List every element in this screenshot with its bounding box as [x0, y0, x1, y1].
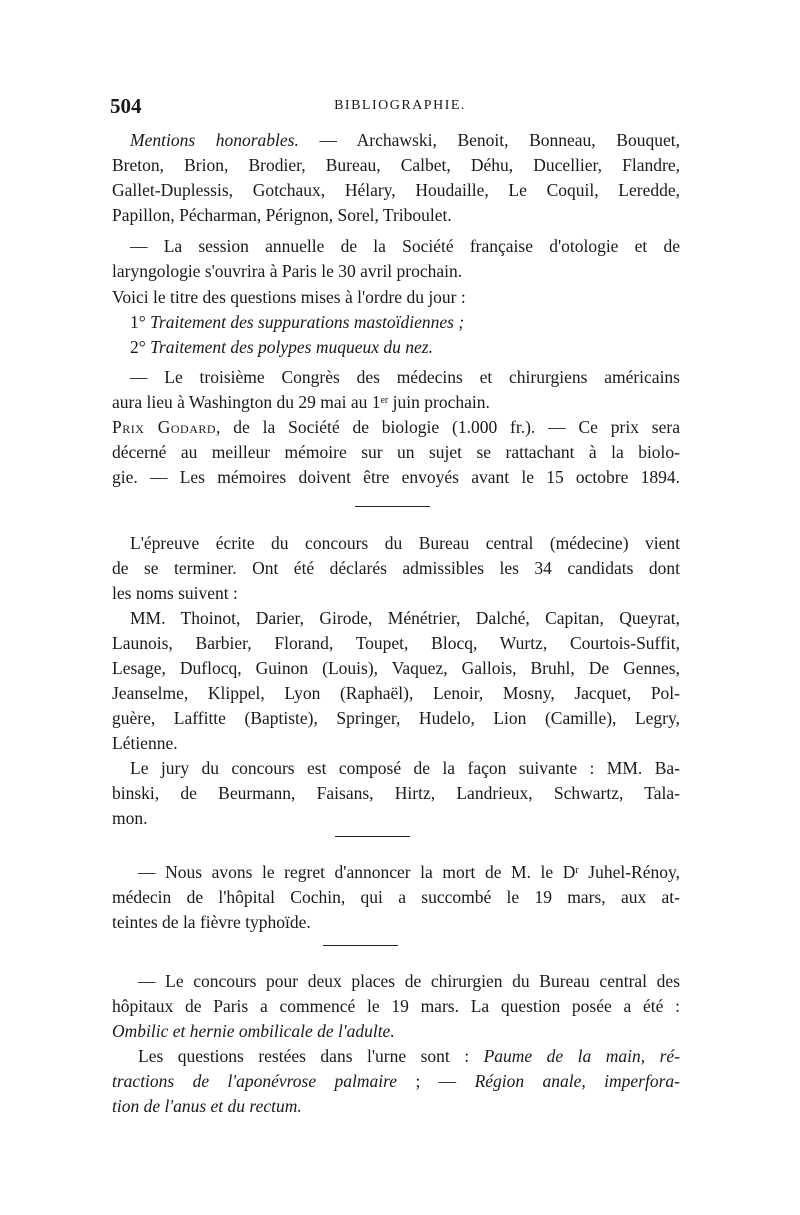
text-line: Gallet-Duplessis, Gotchaux, Hélary, Houdaille, Le Coquil, Leredde,	[112, 180, 680, 200]
text-line: binski, de Beurmann, Faisans, Hirtz, Landrieux, Schwartz, Tala-	[112, 783, 680, 803]
text-line: Les questions restées dans l'urne sont : Paume de la main, ré-	[138, 1046, 680, 1066]
text-line: tractions de l'aponévrose palmaire ; — Région anale, imperfora-	[112, 1071, 680, 1091]
text-line: aura lieu à Washington du 29 mai au 1er juin prochain.	[112, 392, 490, 412]
text-line: Mentions honorables. — Archawski, Benoit, Bonneau, Bouquet,	[130, 130, 680, 150]
text-line: Létienne.	[112, 733, 178, 753]
prix-label: Prix Godard	[112, 417, 217, 437]
text-line: décerné au meilleur mémoire sur un sujet se rattachant à la biolo-	[112, 442, 680, 462]
section-divider	[335, 836, 410, 837]
page-number: 504	[110, 94, 142, 118]
section-divider	[323, 945, 398, 946]
text-line: les noms suivent :	[112, 583, 238, 603]
text-line: médecin de l'hôpital Cochin, qui a succombé le 19 mars, aux at-	[112, 887, 680, 907]
running-title: BIBLIOGRAPHIE.	[334, 98, 466, 113]
list-item: 1° Traitement des suppurations mastoïdiennes ;	[130, 312, 465, 332]
text-line: de se terminer. Ont été déclarés admissibles les 34 candidats dont	[112, 558, 680, 578]
list-item: 2° Traitement des polypes muqueux du nez.	[130, 337, 433, 357]
text-line: teintes de la fièvre typhoïde.	[112, 912, 311, 932]
text-line: mon.	[112, 808, 148, 828]
text-line: Ombilic et hernie ombilicale de l'adulte.	[112, 1021, 395, 1041]
text-line: hôpitaux de Paris a commencé le 19 mars. La question posée a été :	[112, 996, 680, 1016]
text-line: Prix Godard, de la Société de biologie (1.000 fr.). — Ce prix sera	[112, 417, 680, 437]
text-line: guère, Laffitte (Baptiste), Springer, Hudelo, Lion (Camille), Legry,	[112, 708, 680, 728]
text-line: — Le concours pour deux places de chirurgien du Bureau central des	[138, 971, 680, 991]
text-line: MM. Thoinot, Darier, Girode, Ménétrier, Dalché, Capitan, Queyrat,	[130, 608, 680, 628]
text-line: Breton, Brion, Brodier, Bureau, Calbet, Déhu, Ducellier, Flandre,	[112, 155, 680, 175]
text-line: gie. — Les mémoires doivent être envoyés avant le 15 octobre 1894.	[112, 467, 680, 487]
text-line: laryngologie s'ouvrira à Paris le 30 avril prochain.	[112, 261, 463, 281]
text-line: tion de l'anus et du rectum.	[112, 1096, 302, 1116]
section-divider	[355, 506, 430, 507]
text-line: Voici le titre des questions mises à l'ordre du jour :	[112, 287, 466, 307]
page-header	[110, 94, 690, 124]
text-line: L'épreuve écrite du concours du Bureau central (médecine) vient	[130, 533, 680, 553]
text-line: Launois, Barbier, Florand, Toupet, Blocq, Wurtz, Courtois-Suffit,	[112, 633, 680, 653]
text-line: — Nous avons le regret d'annoncer la mort de M. le $D^r$ Juhel-Rénoy,	[138, 862, 680, 882]
text-line: Papillon, Pécharman, Pérignon, Sorel, Triboulet.	[112, 205, 452, 225]
text-line: — Le troisième Congrès des médecins et chirurgiens américains	[130, 367, 680, 387]
text-line: Le jury du concours est composé de la façon suivante : MM. Ba-	[130, 758, 680, 778]
text-line: — La session annuelle de la Société française d'otologie et de	[130, 236, 680, 256]
text-line: Lesage, Duflocq, Guinon (Louis), Vaquez, Gallois, Bruhl, De Gennes,	[112, 658, 680, 678]
text-line: Jeanselme, Klippel, Lyon (Raphaël), Lenoir, Mosny, Jacquet, Pol-	[112, 683, 680, 703]
